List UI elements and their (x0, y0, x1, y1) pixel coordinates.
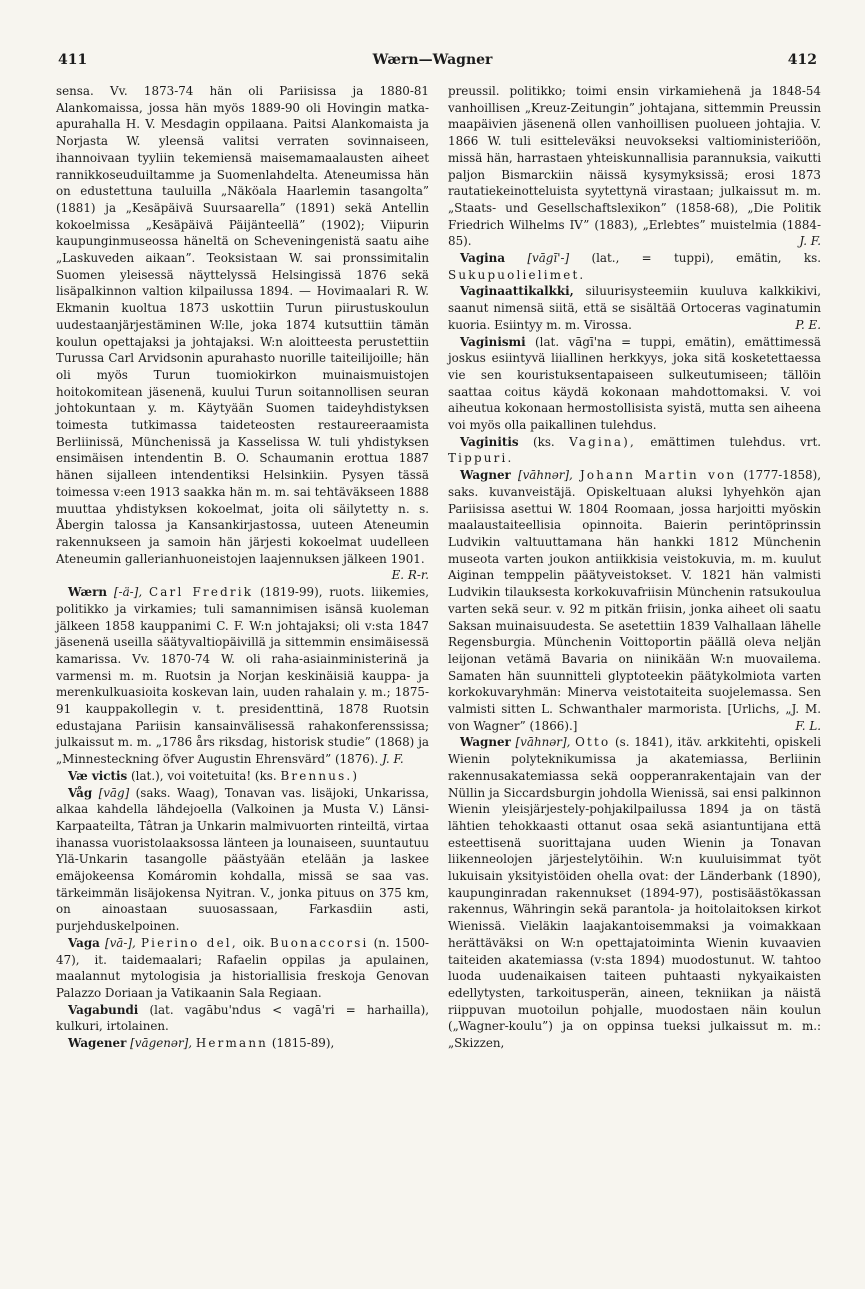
page-number-right: 412 (787, 52, 817, 68)
cross-reference: Tippuri. (448, 451, 514, 466)
author-signature: F. L. (795, 718, 821, 733)
entry-vag: Våg [vāg] (saks. Waag), Tonavan vas. lisäjoki, Unkarissa, alkaa kahdella lähdejoella (Valkoinen ja Musta V.) Länsi-Karpaateilta, Tâtran ja Unkarin malmivuorten rinteiltä, virtaa ihanassa vuoristolaaksossa länteen ja lounaiseen, suuntautuu Ylä-Unkarin tasangolle päästyään etelään ja laskee emäjokeensa Komáromin kohdalla, missä se saa vas. tärkeimmän lisäjokensa Nyitran. V., jonka pituus on 375 km, on ainoastaan suuosassaan, Farkasdiin asti, purjehduskelpoinen. (56, 785, 430, 934)
page-number-left: 411 (58, 52, 88, 68)
author-signature: J. F. (799, 234, 821, 249)
headword: Wagener (68, 1036, 127, 1051)
entry-continuation: preussil. politikko; toimi ensin virkamiehenä ja 1848-54 vanhoillisen „Kreuz-Zeitungin” johtajana, sittemmin Preussin maapäivien jäsenenä ollen vanhoillisen puolueen johtajia. V. 1866 W. tuli esitteleväksi neuvokseksi valtioministeriöön, missä hän, harrastaen yhteiskunnallisia parannuksia, vaikutti paljon Bismarckiin näissä kysymyksissä; erosi 1873 rautatiekeinotteluista syytettynä virastaan; julkaissut m. m. „Staats- und Gesellschaftslexikon” (1858-68), „Die Politik Friedrich Wilhelms IV” (1883), „Erlebtes” muistelmia (1884-85). J. F. (448, 84, 821, 249)
entry-vagabundi: Vagabundi (lat. vagābu'ndus < vagā'ri = harhailla), kulkuri, irtolainen. (56, 1002, 429, 1034)
headword: Vaginitis (460, 434, 519, 449)
right-column (448, 83, 821, 1052)
author-signature: J. F. (382, 752, 404, 767)
cross-reference: Brennus.) (280, 768, 360, 783)
headword: Wærn (68, 585, 108, 600)
page-title: Wærn—Wagner (372, 52, 493, 68)
entry-wagner-otto: Wagner [vāhnər], Otto (s. 1841), itäv. arkkitehti, opiskeli Wienin polyteknikumissa ja akatemiassa, Berliinin rakennusakatemiassa sekä oopperanrakentajain van der Nüllin ja Siccardsburgin johdolla Wienissä, sai ensi palkinnon Wienin yleisjärjestely-pohjakilpailussa 1894 ja on tästä lähtien tehokkaasti ottanut osaa sekä asiantuntijana että esteettisenä suorittajana uuden Wienin ja Tonavan liikenneolojen järjestelytöihin. W:n kuuluisimmat työt lukuisain yksityistöiden ohella ovat: der Länderbank (1890), kaupunginradan rakennukset (1894-97), postisäästökassan rakennus, Währingin sekä parantola- ja hoitolaitoksen kirkot Wienissä. Vieläkin laajakantoisemmaksi ja voimakkaan herättäväksi on W:n opettajatoiminta Wienin kuvaavien taiteiden akatemiassa (v:sta 1894) muodostunut. W. tahtoo luoda uudenaikaisen taiteen puhtaasti nykyaikaisten edellytysten, tarkoitusperän, aineen, tekniikan ja näistä riippuvan muotoilun pohjalle, muodostaen näin koulun („Wagner-koulu”) ja on oppinsa tueksi julkaissut m. m.: „Skizzen, (448, 735, 821, 1051)
left-column (56, 83, 429, 1052)
entry-vaginismi: Vaginismi (lat. vāgī'na = tuppi, emätin), emättimessä joskus esiintyvä liiallinen herkkyys, joka sitä kosketettaessa vie sen kouristuksentapaiseen sulkeutumiseen; tällöin saattaa coitus käydä kokonaan mahdottomaksi. V. voi aiheutua kokonaan hermostollisista syistä, mutta sen aiheena voi myös olla paikallinen tulehdus. (448, 334, 821, 433)
cross-reference: Sukupuolielimet. (448, 267, 586, 282)
entry-continuation: sensa. Vv. 1873-74 hän oli Pariisissa ja 1880-81 Alankomaissa, jossa hän myös 1889-90 oli Hovingin matka-apurahalla H. V. Mesdagin oppilaana. Paitsi Alankomaista ja Norjasta W. yleensä valitsi verraten sovinnaiseen, ihannoivaan tyyliin tekemiensä maisemamaalausten aiheet rannikkoseuduiltamme ja Suomenlahdelta. Ateneumissa hän on edustettuna tauluilla „Näköala Haarlemin tasangolta” (1881) ja „Kesäpäivä Suursaarella” (1891) sekä Antellin kokoelmissa „Kesäpäivä Päijänteellä” (1902); Viipurin kaupunginmuseossa häneltä on Scheveningenistä saatu aihe „Laskuveden aikaan”. Teoksistaan W. sai pronssimitalin Suomen yleisessä näyttelyssä Helsingissä 1876 sekä lisäpalkinnon valtion kilpailussa 1894. — Hovimaalari R. W. Ekmanin kuoltua 1873 uskottiin Turun piirustuskoulun uudestaanjärjestäminen W:lle, joka 1874 kutsuttiin tämän koulun opettajaksi ja johtajaksi. W:n aloitteesta perustettiin Turussa Carl Arvidsonin apurahasto nuorille taiteilijoille; hän oli myös Turun tuomiokirkon muinaismuistojen hoitokomitean jäsenenä, kuului Turun soitannollisen seuran johtokuntaan y. m. Käytyään Suomen taideyhdistyksen toimesta tutkimassa taideteosten restaureeraamista Berliinissä, Münchenissä ja Kasselissa W. tuli yhdistyksen ensimäisen intendentin B. O. Schaumanin erottua 1887 hänen sijalleen intendentiksi Helsinkiin. Pysyen tässä toimessa v:een 1913 saakka hän m. m. sai tehtäväkseen 1888 muuttaa yhdistyksen kokoelmat, joita oli säilytetty n. s. Åbergin talossa ja Kansankirjastossa, uuteen Ateneumin rakennukseen ja samoin hän järjesti kokoelmat uudelleen Ateneumin gallerianhuoneistojen laajennuksen jälkeen 1901. E. R-r. (56, 84, 429, 583)
headword: Væ victis (68, 768, 128, 783)
headword: Vagabundi (68, 1002, 139, 1017)
headword: Vagina (460, 251, 506, 266)
entry-wagener: Wagener [vāgenər], Hermann (1815-89), (68, 1036, 335, 1051)
entry-vagina: Vagina [vāgī'-] (lat., = tuppi), emätin, ks. Sukupuolielimet. (448, 251, 822, 282)
headword: Vaginismi (460, 334, 526, 349)
headword: Wagner (460, 735, 511, 750)
cross-reference: Vagina), (569, 434, 636, 449)
page-header (0, 52, 865, 74)
entry-vaginitis: Vaginitis (ks. Vagina), emättimen tulehdus. vrt. Tippuri. (448, 434, 822, 466)
entry-vaga: Vaga [vā-], Pierino del, oik. Buonaccorsi (n. 1500-47), it. taidemaalari; Rafaelin oppilas ja apulainen, maalannut mytologisia ja historiallisia freskoja Genovan Palazzo Doriaan ja Vatikaanin Sala Regiaan. (56, 935, 430, 1000)
entry-vaginaattikalkki: Vaginaattikalkki, siluurisysteemiin kuuluva kalkkikivi, saanut nimensä siitä, että se sisältää Ortoceras vaginatumin kuoria. Esiintyy m. m. Virossa. P. E. (448, 284, 822, 332)
entry-vae-victis: Væ victis (lat.), voi voitetuita! (ks. Brennus.) (68, 768, 360, 783)
entry-waern: Wærn [-ä-], Carl Fredrik (1819-99), ruots. liikemies, politikko ja virkamies; tuli samannimisen isänsä kuoleman jälkeen 1858 kauppanimi C. F. W:n johtajaksi; oli v:sta 1847 jäsenenä useilla säätyvaltiopäivillä ja sittemmin ensimäisessä kamarissa. Vv. 1870-74 W. oli raha-asiainministerinä ja varmensi m. m. Ruotsin ja Norjan keskinäisiä kauppa- ja merenkulkuasioita koskevan lain, uuden rahalain y. m.; 1875-91 kauppakollegin v. t. presidenttinä, 1878 Ruotsin edustajana Pariisin kansainvälisessä rahakonferenssissa; julkaissut m. m. „1786 års riksdag, historisk studie” (1868) ja „Minnesteckning öfver Augustin Ehrensvärd” (1876). J. F. (56, 585, 430, 767)
headword: Wagner (460, 468, 511, 483)
author-signature: P. E. (795, 317, 821, 332)
headword: Våg (68, 785, 93, 800)
headword: Vaga (68, 935, 100, 950)
entry-wagner-johann: Wagner [vāhnər], Johann Martin von (1777-1858), saks. kuvanveistäjä. Opiskeltuaan aluksi lyhyehkön ajan Pariisissa asettui W. 1804 Roomaan, jossa harjoitti myöskin maalaustaiteellisia opinnoita. Baierin perintöprinssin Ludvikin valtuuttamana hän hankki 1812 Münchenin museota varten joukon antiikkisia veistokuvia, m. m. kuulut Aiginan temppelin päätyveistokset. V. 1821 hän valmisti Ludvikin tilauksesta korkokuvafriisin Münchenin ratsukoulua varten sekä seur. v. 92 m pitkän friisin, jonka aiheet oli saatu Saksan muinaisuudesta. Se asetettiin 1839 Valhallaan lähelle Regensburgia. Münchenin Voittoportin päällä oleva neljän leijonan vetämä Bavaria on niinikään W:n muovailema. Samaten hän suunnitteli glyptoteekin päätykolmiota varten korkokuvaryhmän: Minerva veistotaiteita suojelemassa. Sen valmisti sitten L. Schwanthaler marmorista. [Urlichs, „J. M. von Wagner” (1866).] F. L. (448, 468, 821, 733)
author-signature: E. R-r. (391, 568, 429, 583)
headword: Vaginaattikalkki, (460, 284, 574, 299)
